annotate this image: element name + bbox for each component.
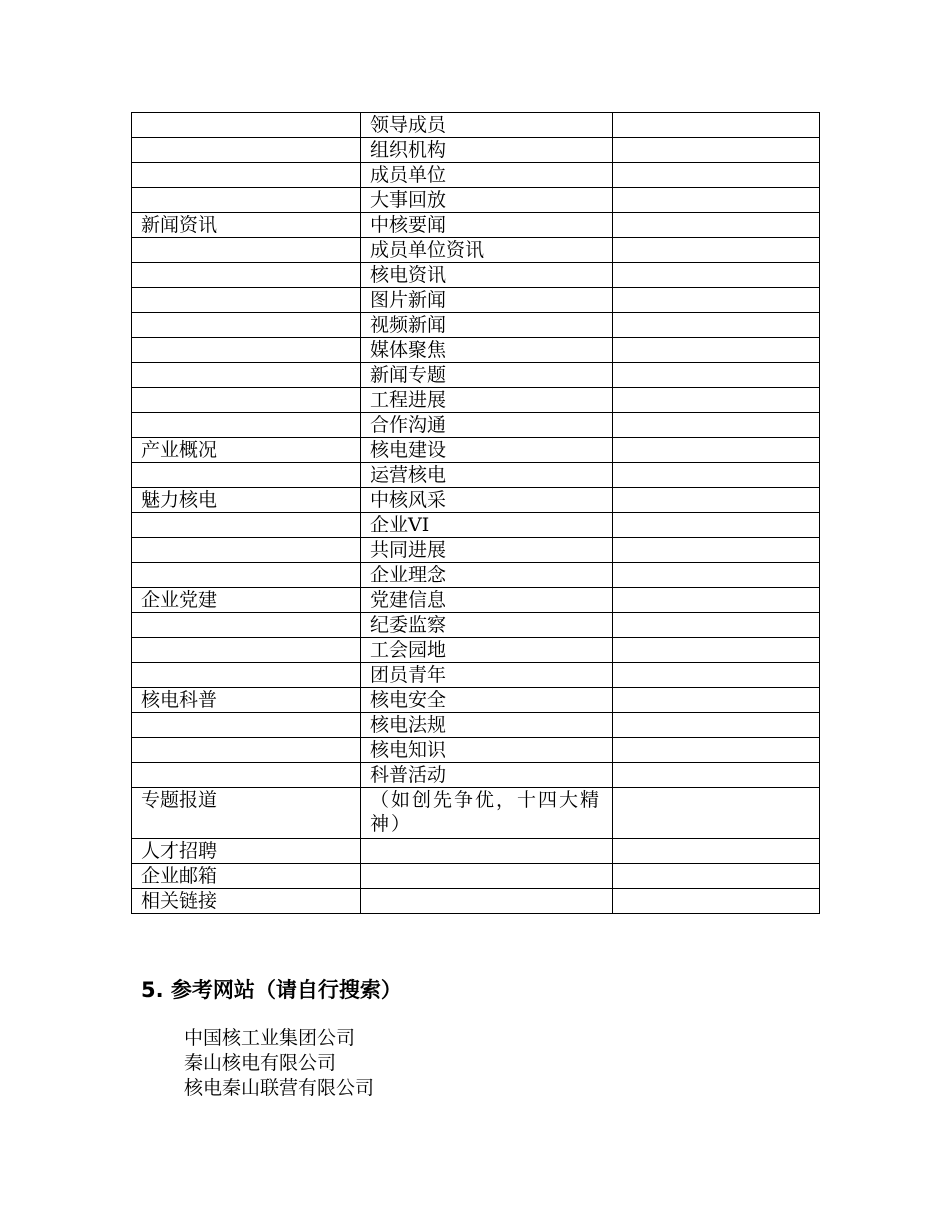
subsection-cell: 工会园地 <box>361 638 613 663</box>
sitemap-table-body <box>132 113 820 914</box>
subsection-cell: 科普活动 <box>361 763 613 788</box>
subsection-cell: 核电资讯 <box>361 263 613 288</box>
notes-cell <box>613 388 820 413</box>
section-cell: 产业概况 <box>132 438 361 463</box>
section-cell <box>132 663 361 688</box>
table-row <box>132 188 820 213</box>
subsection-cell: 核电安全 <box>361 688 613 713</box>
notes-cell <box>613 839 820 864</box>
list-item: 秦山核电有限公司 <box>184 1052 337 1074</box>
notes-cell <box>613 188 820 213</box>
section-cell: 专题报道 <box>132 788 361 839</box>
subsection-cell: （如创先争优，十四大精神） <box>361 788 613 839</box>
section-cell: 新闻资讯 <box>132 213 361 238</box>
section-cell <box>132 638 361 663</box>
subsection-cell: 工程进展 <box>361 388 613 413</box>
subsection-cell: 成员单位资讯 <box>361 238 613 263</box>
table-row <box>132 738 820 763</box>
subsection-cell: 组织机构 <box>361 138 613 163</box>
table-row <box>132 388 820 413</box>
notes-cell <box>613 413 820 438</box>
notes-cell <box>613 488 820 513</box>
table-row <box>132 438 820 463</box>
subsection-cell <box>361 864 613 889</box>
subsection-cell: 纪委监察 <box>361 613 613 638</box>
notes-cell <box>613 613 820 638</box>
subsection-cell <box>361 839 613 864</box>
subsection-cell: 运营核电 <box>361 463 613 488</box>
section-cell <box>132 313 361 338</box>
table-row <box>132 238 820 263</box>
notes-cell <box>613 113 820 138</box>
table-row <box>132 763 820 788</box>
notes-cell <box>613 463 820 488</box>
section-cell <box>132 538 361 563</box>
notes-cell <box>613 638 820 663</box>
section-cell <box>132 738 361 763</box>
subsection-cell: 企业VI <box>361 513 613 538</box>
notes-cell <box>613 663 820 688</box>
table-row <box>132 563 820 588</box>
notes-cell <box>613 864 820 889</box>
subsection-cell: 核电建设 <box>361 438 613 463</box>
notes-cell <box>613 288 820 313</box>
section-cell: 核电科普 <box>132 688 361 713</box>
section-cell <box>132 338 361 363</box>
table-row <box>132 713 820 738</box>
subsection-cell: 核电知识 <box>361 738 613 763</box>
table-row <box>132 363 820 388</box>
section-cell: 企业党建 <box>132 588 361 613</box>
section-cell <box>132 113 361 138</box>
section-cell: 企业邮箱 <box>132 864 361 889</box>
subsection-cell: 中核风采 <box>361 488 613 513</box>
notes-cell <box>613 238 820 263</box>
section-cell <box>132 163 361 188</box>
section-cell <box>132 288 361 313</box>
notes-cell <box>613 763 820 788</box>
table-row <box>132 613 820 638</box>
subsection-cell: 合作沟通 <box>361 413 613 438</box>
table-row <box>132 538 820 563</box>
notes-cell <box>613 688 820 713</box>
table-row <box>132 263 820 288</box>
table-row <box>132 663 820 688</box>
section-cell <box>132 513 361 538</box>
section-cell: 人才招聘 <box>132 839 361 864</box>
table-row <box>132 839 820 864</box>
table-row <box>132 463 820 488</box>
subsection-cell: 领导成员 <box>361 113 613 138</box>
section-cell <box>132 263 361 288</box>
subsection-cell: 企业理念 <box>361 563 613 588</box>
notes-cell <box>613 213 820 238</box>
table-row <box>132 313 820 338</box>
subsection-cell: 党建信息 <box>361 588 613 613</box>
subsection-cell: 大事回放 <box>361 188 613 213</box>
section-cell <box>132 563 361 588</box>
table-row <box>132 213 820 238</box>
table-row <box>132 338 820 363</box>
notes-cell <box>613 263 820 288</box>
notes-cell <box>613 363 820 388</box>
table-row <box>132 288 820 313</box>
subsection-cell: 中核要闻 <box>361 213 613 238</box>
section-cell <box>132 463 361 488</box>
table-row <box>132 488 820 513</box>
table-row <box>132 113 820 138</box>
list-item: 中国核工业集团公司 <box>184 1027 356 1049</box>
notes-cell <box>613 513 820 538</box>
section-cell <box>132 388 361 413</box>
section-cell <box>132 763 361 788</box>
notes-cell <box>613 588 820 613</box>
notes-cell <box>613 713 820 738</box>
section-cell: 相关链接 <box>132 889 361 914</box>
sitemap-table <box>131 112 820 914</box>
section-cell: 魅力核电 <box>132 488 361 513</box>
notes-cell <box>613 163 820 188</box>
section-cell <box>132 713 361 738</box>
notes-cell <box>613 438 820 463</box>
notes-cell <box>613 138 820 163</box>
section-cell <box>132 188 361 213</box>
section-heading-reference-sites: 5. 参考网站（请自行搜索） <box>141 978 402 1002</box>
subsection-cell: 共同进展 <box>361 538 613 563</box>
table-row <box>132 788 820 839</box>
table-row <box>132 163 820 188</box>
table-row <box>132 889 820 914</box>
notes-cell <box>613 563 820 588</box>
subsection-cell: 媒体聚焦 <box>361 338 613 363</box>
subsection-cell <box>361 889 613 914</box>
subsection-cell: 团员青年 <box>361 663 613 688</box>
notes-cell <box>613 538 820 563</box>
section-cell <box>132 363 361 388</box>
notes-cell <box>613 788 820 839</box>
table-row <box>132 688 820 713</box>
section-cell <box>132 138 361 163</box>
table-row <box>132 413 820 438</box>
notes-cell <box>613 738 820 763</box>
section-cell <box>132 613 361 638</box>
subsection-cell: 成员单位 <box>361 163 613 188</box>
table-row <box>132 864 820 889</box>
notes-cell <box>613 338 820 363</box>
table-row <box>132 638 820 663</box>
table-row <box>132 588 820 613</box>
subsection-cell: 视频新闻 <box>361 313 613 338</box>
reference-site-list <box>184 1026 374 1101</box>
subsection-cell: 新闻专题 <box>361 363 613 388</box>
section-cell <box>132 413 361 438</box>
subsection-cell: 图片新闻 <box>361 288 613 313</box>
notes-cell <box>613 889 820 914</box>
table-row <box>132 138 820 163</box>
list-item: 核电秦山联营有限公司 <box>184 1077 375 1099</box>
table-row <box>132 513 820 538</box>
subsection-cell: 核电法规 <box>361 713 613 738</box>
section-cell <box>132 238 361 263</box>
notes-cell <box>613 313 820 338</box>
